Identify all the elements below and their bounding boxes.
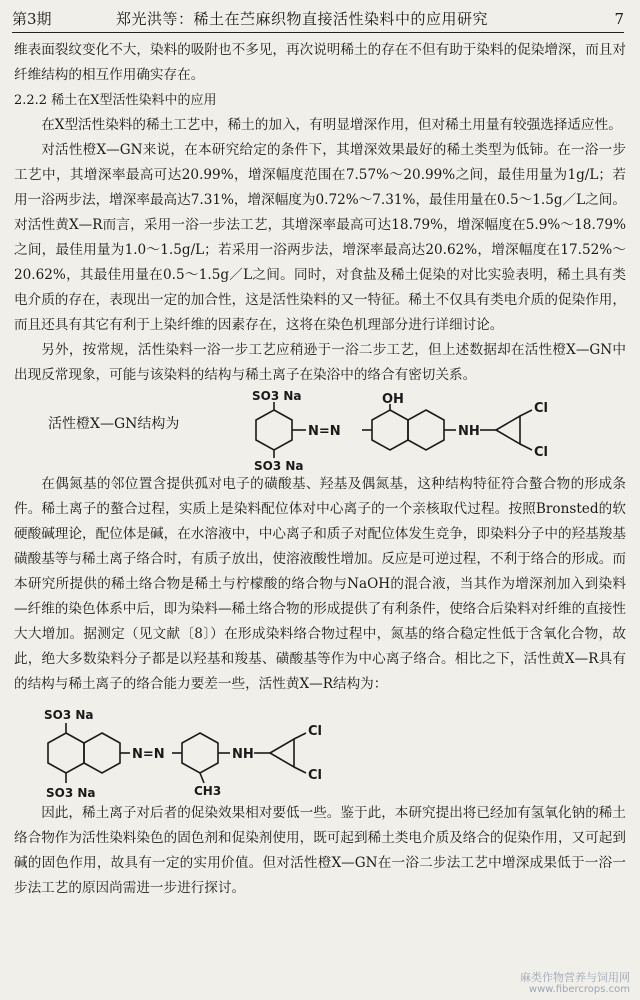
chemical-structure-diagram bbox=[44, 697, 464, 801]
running-header bbox=[12, 6, 624, 33]
cl-top-label: Cl bbox=[534, 401, 548, 416]
so3na-bottom-label: SO3 Na bbox=[254, 459, 304, 472]
naphthalene-ring-right bbox=[84, 733, 120, 773]
paragraph: 对活性橙X—GN来说，在本研究给定的条件下，其增深效果最好的稀土类型为低铈。在一浴一步工艺中，其增深率最高可达20.99%，增深幅度范围在7.57%～20.99%之间，最佳用量为1g/L；若用一浴两步法，增深率最高达7.31%，增深幅度为0.72%～7.31%，最佳用量在0.5～1.5g／L之间。对活性黄X—R而言，采用一浴一步法工艺，其增深率最高可达18.79%，增深幅度在5.9%～18.79%之间，最佳用量为1.0～1.5g/L；若采用一浴两步法，增深率最高达20.62%，增深幅度在17.52%～20.62%，其最佳用量在0.5～1.5g／L之间。同时，对食盐及稀土促染的对比实验表明，稀土具有类电介质的存在，表现出一定的加合性，这是活性染料的又一特征。稀土不仅具有类电介质的促染作用，而且还具有其它有利于上染纤维的因素存在，这将在染色机理部分进行详细讨论。 bbox=[14, 142, 626, 333]
nh-label: NH bbox=[458, 424, 480, 439]
so3na-top-label: SO3 Na bbox=[252, 389, 302, 403]
naphthalene-ring-left bbox=[372, 410, 408, 450]
nh-label: NH bbox=[232, 747, 254, 762]
cl-bottom-label: Cl bbox=[308, 768, 322, 783]
watermark-line-2: www.fibercrops.com bbox=[528, 984, 630, 995]
paragraph: 因此，稀土离子对后者的促染效果相对要低一些。鉴于此，本研究提出将已经加有氢氧化钠的稀土络合物作为活性染料染色的固色剂和促染剂使用，既可起到稀土类电介质及络合的促染作用，又可起到碱的固色作用，故具有一定的实用价值。但对活性橙X—GN在一浴二步法工艺中增深成果低于一浴一步法工艺的原因尚需进一步进行探讨。 bbox=[14, 805, 626, 896]
benzene-ring bbox=[182, 733, 218, 773]
chemical-structure-diagram bbox=[234, 388, 564, 472]
paragraph: 另外，按常规，活性染料一浴一步工艺应稍逊于一浴二步工艺，但上述数据却在活性橙X—GN中出现反常现象，可能与该染料的结构与稀土离子在染浴中的络合有密切关系。 bbox=[14, 342, 626, 383]
naphthalene-ring-left bbox=[48, 733, 84, 773]
site-watermark bbox=[520, 972, 630, 996]
cyclopropane-ring bbox=[270, 739, 294, 767]
naphthalene-ring-right bbox=[408, 410, 444, 450]
paragraph: 在偶氮基的邻位置含提供孤对电子的磺酸基、羟基及偶氮基，这种结构特征符合螯合物的形成条件。稀土离子的螯合过程，实质上是染料配位体对中心离子的一个亲核取代过程。按照Bronsted的软硬酸碱理论，配位体是碱，在水溶液中，中心离子和质子对配位体发生竞争，即染料分子中的羟基羧基磺酸基等与稀土离子络合时，有质子放出，使溶液酸性增加。反应是可逆过程，不利于络合的形成。而本研究所提供的稀土络合物是稀土与柠檬酸的络合物与NaOH的混合液，当其作为增深剂加入到染料—纤维的染色体系中后，即为染料—稀土络合物的形成提供了有利条件，使络合后染料对纤维的直接性大大增加。据测定（见文献〔8〕）在形成染料络合物过程中，氮基的络合稳定性低于含氧化合物，故此，绝大多数染料分子都是以羟基和羧基、磺酸基等作为中心离子络合。相比之下，活性黄X—R具有的结构与稀土离子的络合能力要差一些，活性黄X—R结构为： bbox=[14, 476, 626, 692]
section-heading: 2.2.2 稀土在X型活性染料中的应用 bbox=[14, 93, 217, 108]
so3na-top-label: SO3 Na bbox=[44, 708, 94, 722]
ch3-label: CH3 bbox=[194, 784, 222, 798]
paragraph: 在X型活性染料的稀土工艺中，稀土的加入，有明显增深作用，但对稀土用量有较强选择适应性。 bbox=[41, 117, 622, 133]
cyclopropane-ring bbox=[496, 416, 520, 444]
structure-figure-orange-xgn bbox=[14, 388, 626, 472]
paragraph-continued: 维表面裂纹变化不大，染料的吸附也不多见，再次说明稀土的存在不但有助于染料的促染增深，而且对纤维结构的相互作用确实存在。 bbox=[14, 42, 626, 83]
structure-figure-yellow-xr bbox=[14, 697, 626, 801]
page-number: 7 bbox=[614, 10, 624, 28]
cl-top-label: Cl bbox=[308, 724, 322, 739]
article-body bbox=[14, 38, 626, 901]
running-title: 郑光洪等：稀土在苎麻织物直接活性染料中的应用研究 bbox=[116, 10, 489, 28]
azo-label: N=N bbox=[132, 747, 165, 762]
watermark-line-1: 麻类作物营养与饲用网 bbox=[520, 971, 630, 984]
so3na-bottom-label: SO3 Na bbox=[46, 786, 96, 800]
structure-caption: 活性橙X—GN结构为 bbox=[48, 416, 180, 432]
cl-bottom-label: Cl bbox=[534, 445, 548, 460]
issue-label: 第3期 bbox=[12, 10, 52, 28]
benzene-ring bbox=[256, 410, 292, 450]
oh-label: OH bbox=[382, 392, 404, 407]
azo-label: N=N bbox=[308, 424, 341, 439]
